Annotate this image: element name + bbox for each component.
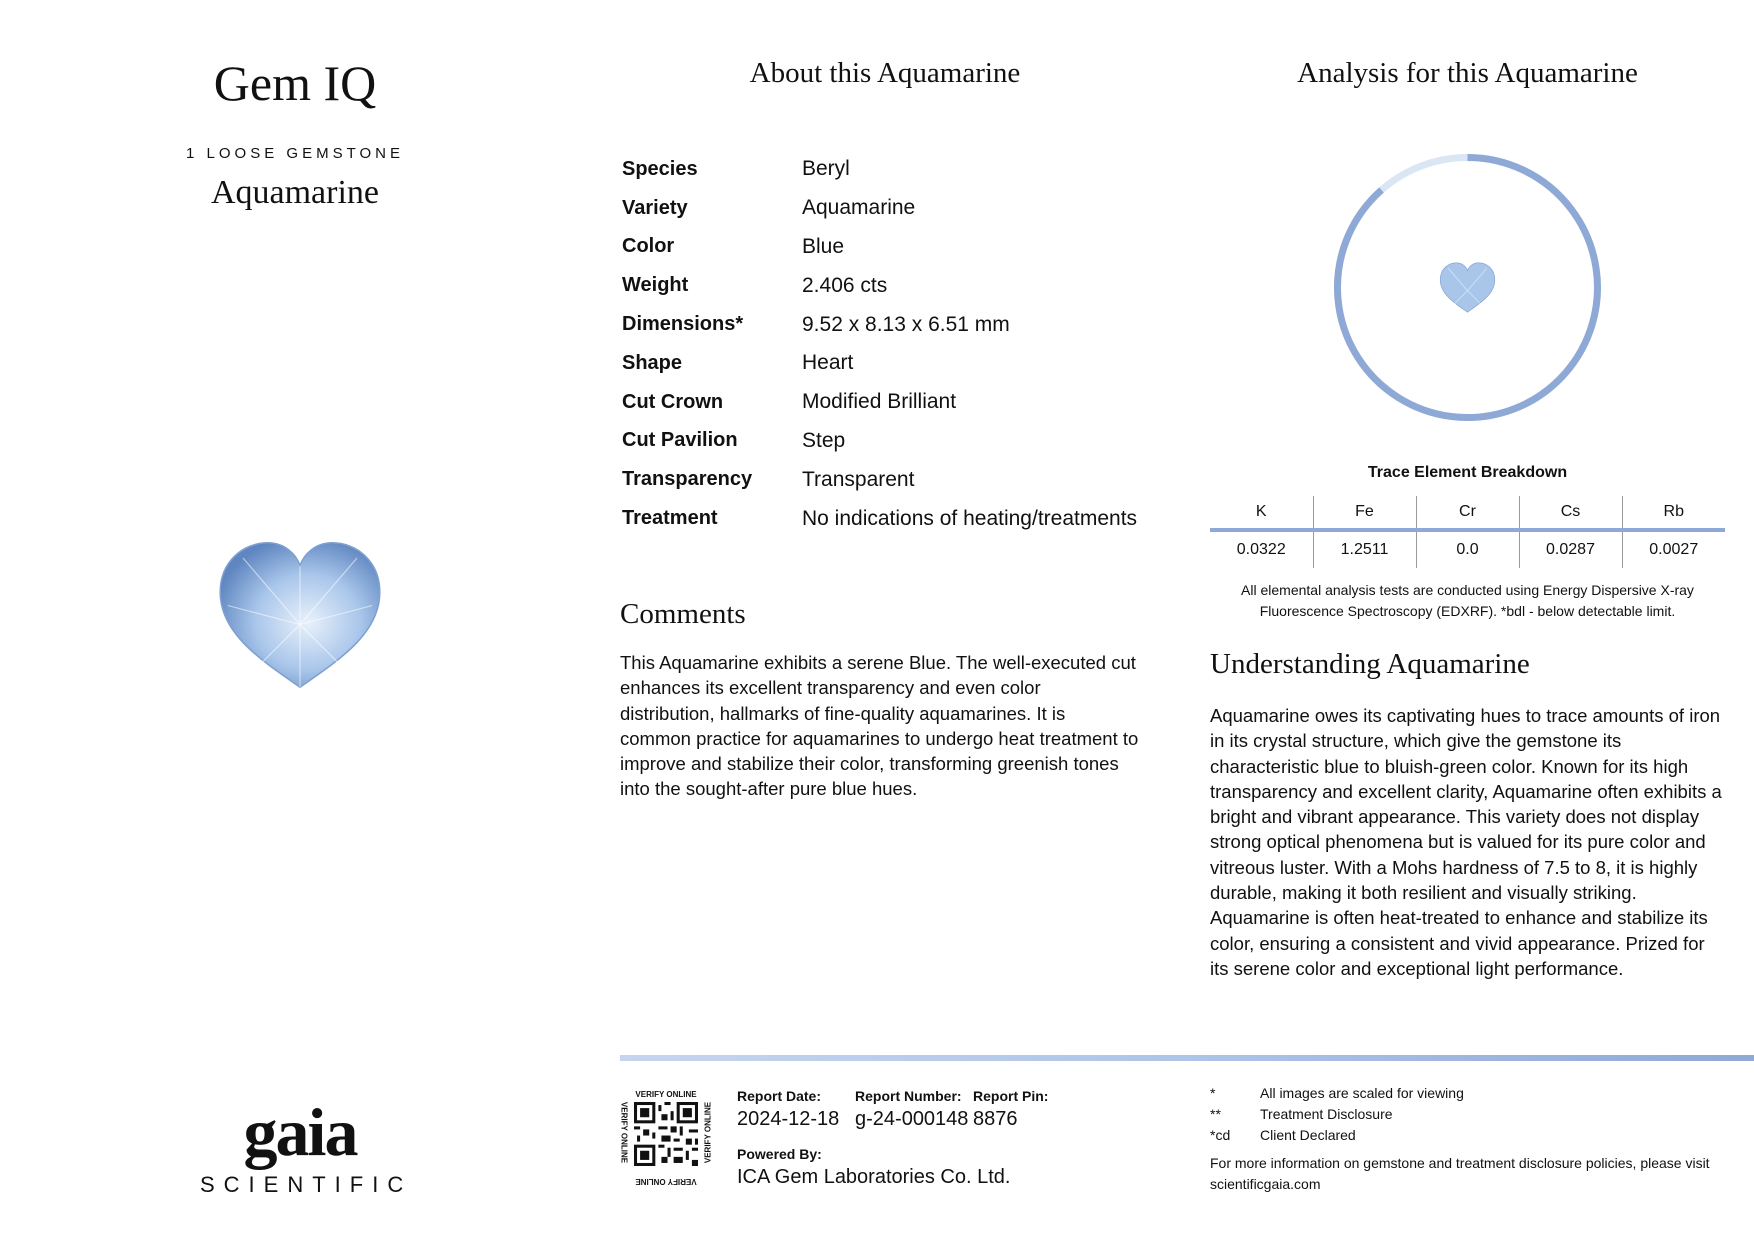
spec-label: Species [622, 157, 698, 180]
trace-element-title: Trace Element Breakdown [1367, 464, 1568, 481]
spec-row [622, 150, 1142, 189]
gaia-scientific-logo [200, 1094, 413, 1198]
element-header: Rb [1622, 496, 1725, 530]
analysis-ring-chart [1330, 150, 1605, 425]
report-date-value: 2024-12-18 [737, 1108, 840, 1130]
footnotes [1210, 1082, 1730, 1195]
element-value: 0.0287 [1519, 530, 1622, 568]
spec-value: Beryl [802, 157, 850, 181]
spec-label: Treatment [622, 507, 718, 530]
footnote-text: All images are scaled for viewing [1260, 1084, 1464, 1101]
report-pin-label: Report Pin: [973, 1088, 1049, 1104]
stone-name: Aquamarine [210, 174, 380, 211]
spec-label: Dimensions* [622, 313, 744, 336]
qr-caption-bottom: VERIFY ONLINE [635, 1177, 697, 1186]
footnote-key: * [1210, 1084, 1216, 1101]
spec-table [622, 150, 1142, 538]
element-header: Cs [1519, 496, 1622, 530]
spec-row [622, 499, 1142, 538]
verify-qr-block[interactable] [620, 1090, 712, 1186]
footer-divider [620, 1055, 1754, 1061]
element-value: 0.0 [1416, 530, 1519, 568]
report-number-label: Report Number: [855, 1088, 962, 1104]
edxrf-note: All elemental analysis tests are conducted using Energy Dispersive X-ray Fluorescence Spectroscopy (EDXRF). *bdl - below detectable limit. [1241, 582, 1694, 619]
spec-row [622, 460, 1142, 499]
spec-label: Transparency [622, 468, 753, 491]
qr-caption-top: VERIFY ONLINE [635, 1090, 697, 1099]
disclosure-link-text[interactable]: For more information on gemstone and treatment disclosure policies, please visit scientificgaia.com [1210, 1155, 1710, 1192]
spec-value: Step [802, 428, 846, 452]
trace-element-table [1210, 496, 1725, 568]
footnote-text: Treatment Disclosure [1260, 1105, 1393, 1122]
heart-gem-image [205, 520, 395, 710]
about-heading: About this Aquamarine [749, 57, 1021, 89]
powered-by-field [737, 1146, 1010, 1189]
spec-row [622, 383, 1142, 422]
report-pin-value: 8876 [973, 1108, 1018, 1130]
element-value: 1.2511 [1313, 530, 1416, 568]
spec-row [622, 189, 1142, 228]
element-header: Fe [1313, 496, 1416, 530]
analysis-heading: Analysis for this Aquamarine [1297, 57, 1638, 89]
footnote-row [1210, 1082, 1730, 1103]
stone-count: 1 LOOSE GEMSTONE [186, 145, 404, 162]
spec-value: Transparent [802, 467, 915, 491]
spec-label: Variety [622, 196, 688, 219]
spec-row [622, 266, 1142, 305]
footnote-row [1210, 1124, 1730, 1145]
powered-by-label: Powered By: [737, 1146, 822, 1162]
element-header: Cr [1416, 496, 1519, 530]
spec-value: Modified Brilliant [802, 390, 957, 414]
report-date-field [737, 1088, 839, 1131]
report-number-value: g-24-000148 [855, 1108, 969, 1130]
element-header: K [1210, 496, 1313, 530]
comments-text: This Aquamarine exhibits a serene Blue. The well-executed cut enhances its excellent transparency and even color distribution, hallmarks of fine-quality aquamarines. It is common practice for aquamarines to undergo heat treatment to improve and stabilize their color, transforming greenish tones into the sought-after pure blue hues. [620, 652, 1139, 800]
understanding-text: Aquamarine owes its captivating hues to trace amounts of iron in its crystal structure, which give the gemstone its characteristic blue to bluish-green color. Known for its high transparency and excellent clarity, Aquamarine often exhibits a bright and vibrant appearance. This variety does not display strong optical phenomena but is valued for its pure color and vitreous luster. With a Mohs hardness of 7.5 to 8, it is highly durable, making it both resilient and visually striking. Aquamarine is often heat-treated to enhance and stabilize its color, ensuring a consistent and vivid appearance. Prized for its serene color and exceptional light performance. [1210, 705, 1722, 979]
footnote-text: Client Declared [1260, 1126, 1356, 1143]
spec-row [622, 344, 1142, 383]
qr-code-icon[interactable] [634, 1102, 698, 1166]
spec-value: No indications of heating/treatments [802, 506, 1138, 530]
spec-row [622, 305, 1142, 344]
spec-value: 2.406 cts [802, 273, 888, 297]
spec-value: Aquamarine [802, 196, 916, 220]
footnote-key: *cd [1210, 1126, 1231, 1143]
spec-value: 9.52 x 8.13 x 6.51 mm [802, 312, 1010, 336]
spec-label: Cut Crown [622, 390, 724, 413]
qr-caption-left: VERIFY ONLINE [619, 1101, 629, 1164]
brand-title: Gem IQ [213, 55, 377, 111]
understanding-heading: Understanding Aquamarine [1210, 648, 1530, 680]
footnote-key: ** [1210, 1105, 1221, 1122]
report-date-label: Report Date: [737, 1088, 822, 1104]
footnote-row [1210, 1103, 1730, 1124]
spec-value: Blue [802, 234, 845, 258]
spec-row [622, 422, 1142, 461]
spec-label: Shape [622, 351, 683, 374]
spec-row [622, 228, 1142, 267]
powered-by-value: ICA Gem Laboratories Co. Ltd. [737, 1166, 1011, 1188]
element-value: 0.0322 [1236, 541, 1286, 558]
report-pin-field [973, 1088, 1048, 1131]
spec-label: Cut Pavilion [622, 429, 738, 452]
logo-word: gaia [243, 1094, 357, 1170]
comments-heading: Comments [620, 598, 746, 630]
spec-label: Weight [622, 274, 689, 297]
qr-caption-right: VERIFY ONLINE [703, 1101, 713, 1164]
spec-value: Heart [802, 351, 854, 375]
element-value: 0.0027 [1622, 530, 1725, 568]
spec-label: Color [622, 235, 675, 258]
logo-subtitle: SCIENTIFIC [200, 1172, 413, 1197]
report-number-field [855, 1088, 968, 1131]
